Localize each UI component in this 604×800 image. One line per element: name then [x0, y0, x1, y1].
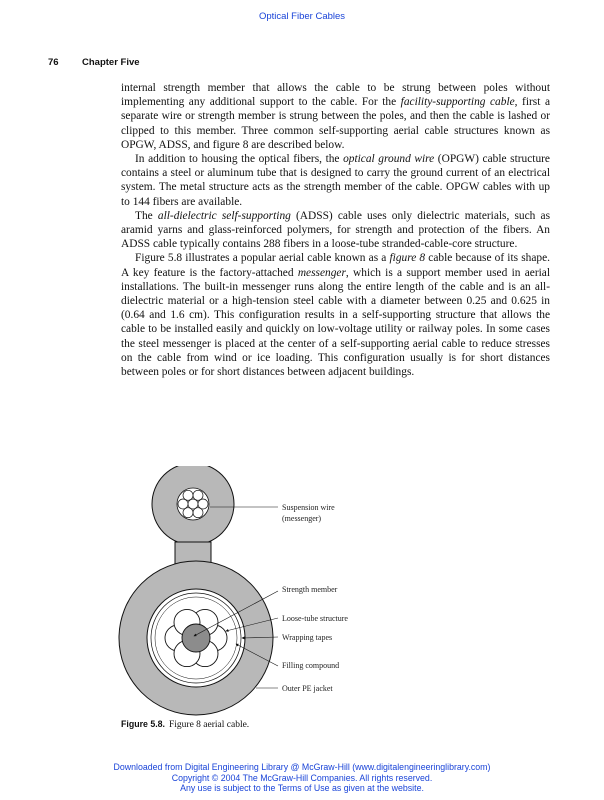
text-span: Figure 5.8 illustrates a popular aerial cable known as a: [135, 252, 390, 265]
paragraph-4: [121, 251, 550, 379]
italic-term: all-dielectric self-supporting: [157, 209, 291, 222]
italic-term: facility-supporting cable: [400, 96, 515, 109]
text-span: (ADSS) cable uses only dielectric materials, such as aramid yarns and glass-reinforced polymers, for strength and protection of the fibers. An ADSS cable typically contains 288 fibers in a loose-tube stranded-cable-core structure.: [121, 209, 551, 251]
figure-8-cable-diagram: [116, 466, 366, 716]
page-number: 76: [48, 57, 59, 68]
paragraph-3: [121, 209, 550, 252]
label-strength-member: Strength member: [282, 585, 338, 594]
footer-copyright[interactable]: Copyright © 2004 The McGraw-Hill Companies. All rights reserved.: [171, 772, 433, 783]
text-span: , which is a support member used in aerial installations. The built-in messenger runs along the entire length of the cable and is an all-dielectric material or a high-tension steel cable with a diameter between 0.25 and 0.625 in (0.64 and 1.6 cm). This configuration results in a self-supporting structure that allows the cable to be installed easily and quickly on low-voltage utility or railway poles. In some cases the steel messenger is placed at the center of a self-supporting aerial cable to reduce stresses on the cable from wind or ice loading. This configuration usually is for short distances between poles or for short distances between adjacent buildings.: [121, 266, 550, 379]
text-span: (OPGW) cable structure contains a steel or aluminum tube that is designed to carry the ground current of an electrical system. The metal structure acts as the strength member of the cable. OPGW cables with up to 144 fibers are available.: [121, 153, 550, 208]
label-suspension-wire: Suspension wire: [282, 503, 335, 512]
body-text: [121, 81, 550, 379]
caption-text: Figure 8 aerial cable.: [169, 720, 250, 730]
label-outer-jacket: Outer PE jacket: [282, 684, 333, 693]
strength-member: [182, 624, 210, 652]
label-filling-compound: Filling compound: [282, 661, 340, 670]
footer-terms[interactable]: Any use is subject to the Terms of Use as given at the website.: [180, 783, 424, 793]
label-messenger: (messenger): [282, 514, 322, 523]
text-span: In addition to housing the optical fibers, the: [135, 153, 344, 166]
italic-term: messenger: [297, 266, 346, 279]
text-span: , first a separate wire or strength member is strung between the poles, and then the cable is lashed or clipped to this member. Three common self-supporting aerial cable structures known as OPGW, ADSS, and figure 8 are described below.: [121, 96, 550, 151]
figure-caption: [121, 719, 249, 730]
header-link[interactable]: Optical Fiber Cables: [258, 11, 346, 22]
paragraph-2: [121, 152, 550, 209]
italic-term: figure 8: [389, 252, 426, 265]
caption-label: Figure 5.8.: [121, 719, 165, 729]
chapter-title: Chapter Five: [82, 57, 140, 68]
label-loose-tube: Loose-tube structure: [282, 614, 348, 623]
label-wrapping-tapes: Wrapping tapes: [282, 633, 333, 642]
footer: [0, 762, 604, 794]
text-span: internal strength member that allows the cable to be strung between poles without implementing any additional support to the cable. For the: [121, 82, 550, 109]
text-span: The: [135, 209, 158, 222]
text-span: cable because of its shape. A key feature is the factory-attached: [121, 252, 550, 279]
paragraph-1: [121, 81, 550, 152]
footer-download-link[interactable]: Downloaded from Digital Engineering Library @ McGraw-Hill (www.digitalengineeringlibrary.com): [113, 762, 491, 772]
italic-term: optical ground wire: [343, 153, 435, 166]
